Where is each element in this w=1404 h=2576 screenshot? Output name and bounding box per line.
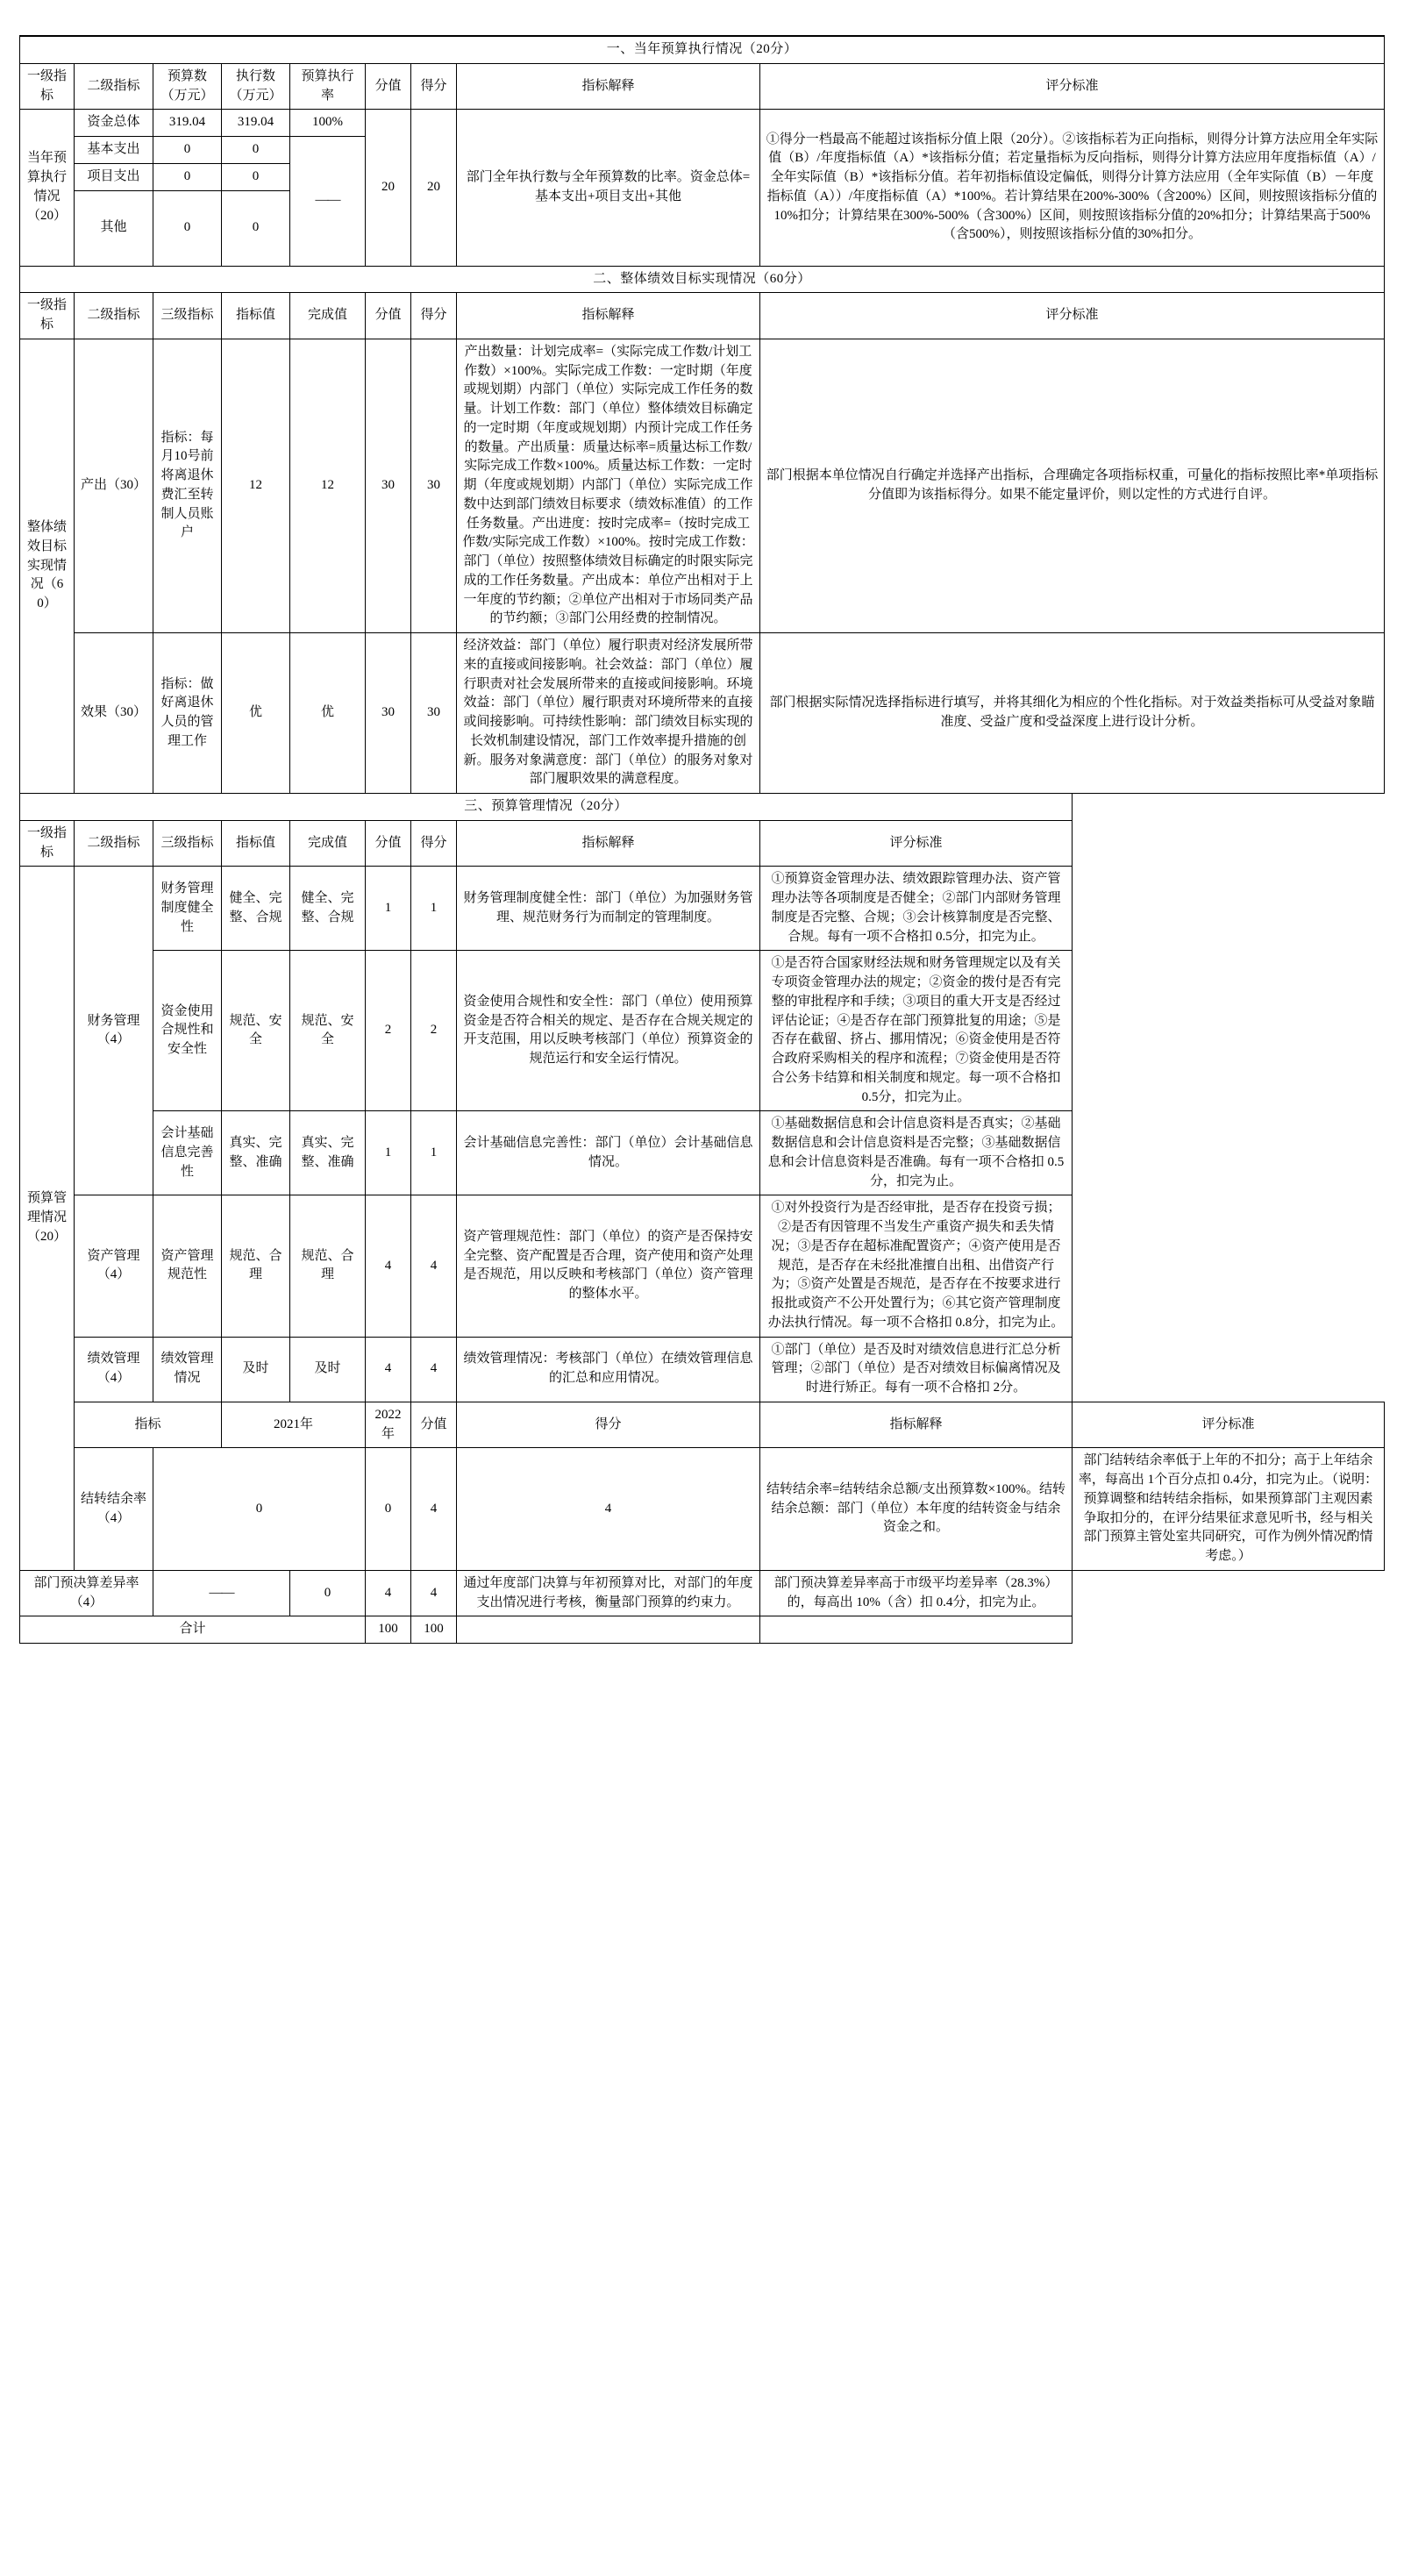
year-2022-cell: 0 xyxy=(366,1448,411,1571)
criteria-cell: ①对外投资行为是否经审批，是否存在投资亏损；②是否有因管理不当发生产重资产损失和丢失情况；③是否存在超标准配置资产；④资产使用是否规范，是否存在未经批准擅自出租、出借资产行为；⑤资产处置是否规范，是否存在不按要求进行报批或资产不公开处置行为；⑥其它资产管理制度办法执行情况。每一项不合格扣 0.8分，扣完为止。 xyxy=(760,1195,1073,1337)
actual-cell: 12 xyxy=(290,339,366,632)
col-actual: 完成值 xyxy=(290,293,366,339)
explain-cell: 会计基础信息完善性：部门（单位）会计基础信息情况。 xyxy=(457,1111,760,1195)
target-cell: 健全、完整、合规 xyxy=(222,867,290,951)
criteria-cell: 部门根据实际情况选择指标进行填写，并将其细化为相应的个性化指标。对于效益类指标可从受益对象瞄准度、受益广度和受益深度上进行设计分析。 xyxy=(760,633,1385,794)
actual-cell: 及时 xyxy=(290,1337,366,1402)
col-score: 得分 xyxy=(411,63,457,110)
section-2-title-row xyxy=(20,266,1385,293)
score-cell: 2 xyxy=(411,951,457,1111)
score-cell: 4 xyxy=(411,1337,457,1402)
table-row xyxy=(20,110,1385,137)
level3-cell: 资产管理规范性 xyxy=(153,1195,222,1337)
level3-cell: 绩效管理情况 xyxy=(153,1337,222,1402)
actual-cell: 规范、安全 xyxy=(290,951,366,1111)
section-1-title: 一、当年预算执行情况（20分） xyxy=(20,36,1385,63)
score-cell: 30 xyxy=(411,633,457,794)
value-cell: 4 xyxy=(366,1195,411,1337)
level1-cell: 预算管理情况（20） xyxy=(20,867,75,1571)
total-explain-cell xyxy=(457,1616,760,1644)
level2-cell: 部门预决算差异率（4） xyxy=(20,1570,153,1616)
actual-cell: 优 xyxy=(290,633,366,794)
actual-cell: 规范、合理 xyxy=(290,1195,366,1337)
col-level2: 二级指标 xyxy=(75,293,153,339)
table-row xyxy=(20,1337,1385,1402)
level3-cell: 指标：做好离退休人员的管理工作 xyxy=(153,633,222,794)
exec-cell: 0 xyxy=(222,163,290,190)
value-cell: 1 xyxy=(366,1111,411,1195)
table-row xyxy=(20,633,1385,794)
value-cell: 2 xyxy=(366,951,411,1111)
value-cell: 4 xyxy=(366,1570,411,1616)
col-exec: 执行数（万元） xyxy=(222,63,290,110)
level2-cell: 结转结余率（4） xyxy=(75,1448,153,1571)
value-cell: 20 xyxy=(366,110,411,266)
target-cell: 规范、安全 xyxy=(222,951,290,1111)
col-level1: 一级指标 xyxy=(20,820,75,867)
explain-cell: 结转结余率=结转结余总额/支出预算数×100%。结转结余总额：部门（单位）本年度的结转资金与结余资金之和。 xyxy=(760,1448,1073,1571)
level2-cell: 项目支出 xyxy=(75,163,153,190)
sub-col-score: 得分 xyxy=(457,1402,760,1448)
col-level1: 一级指标 xyxy=(20,293,75,339)
total-label: 合计 xyxy=(20,1616,366,1644)
total-score: 100 xyxy=(411,1616,457,1644)
score-cell: 30 xyxy=(411,339,457,632)
budget-cell: 0 xyxy=(153,163,222,190)
sub-col-value: 分值 xyxy=(411,1402,457,1448)
rate-cell: 100% xyxy=(290,110,366,137)
level2-cell: 产出（30） xyxy=(75,339,153,632)
score-cell: 1 xyxy=(411,1111,457,1195)
target-cell: 优 xyxy=(222,633,290,794)
criteria-cell: ①预算资金管理办法、绩效跟踪管理办法、资产管理办法等各项制度是否健全；②部门内部财务管理制度是否完整、合规；③会计核算制度是否完整、合规。每有一项不合格扣 0.5分，扣完为止。 xyxy=(760,867,1073,951)
table-row xyxy=(20,1570,1385,1616)
criteria-cell: ①是否符合国家财经法规和财务管理规定以及有关专项资金管理办法的规定；②资金的拨付是否有完整的审批程序和手续；③项目的重大开支是否经过评估论证；④是否存在部门预算批复的用途；⑤是否存在截留、挤占、挪用情况；⑥资金使用是否符合政府采购相关的程序和流程；⑦资金使用是否符合公务卡结算和相关制度和规定。每一项不合格扣 0.5分，扣完为止。 xyxy=(760,951,1073,1111)
section-3-table xyxy=(19,793,1385,1644)
col-level2: 二级指标 xyxy=(75,820,153,867)
level2-cell: 资产管理（4） xyxy=(75,1195,153,1337)
table-row xyxy=(20,1195,1385,1337)
table-row xyxy=(20,951,1385,1111)
target-cell: 真实、完整、准确 xyxy=(222,1111,290,1195)
value-cell: 4 xyxy=(411,1448,457,1571)
section-1-header-row xyxy=(20,63,1385,110)
year-2021-cell: 0 xyxy=(153,1448,366,1571)
budget-cell: 319.04 xyxy=(153,110,222,137)
table-row xyxy=(20,339,1385,632)
col-actual: 完成值 xyxy=(290,820,366,867)
section-3-title-row xyxy=(20,794,1385,821)
explain-cell: 绩效管理情况：考核部门（单位）在绩效管理信息的汇总和应用情况。 xyxy=(457,1337,760,1402)
year-2022-cell: 0 xyxy=(290,1570,366,1616)
col-explain: 指标解释 xyxy=(457,820,760,867)
col-level2: 二级指标 xyxy=(75,63,153,110)
criteria-cell: 部门结转结余率低于上年的不扣分；高于上年结余率，每高出 1个百分点扣 0.4分，扣完为止。（说明：预算调整和结转结余指标，如果预算部门主观因素争取扣分的，在评分结果征求意见听书，经与相关部门预算主管处室共同研究，可作为例外情况酌情考虑。） xyxy=(1073,1448,1385,1571)
col-score: 得分 xyxy=(411,820,457,867)
section-3-title: 三、预算管理情况（20分） xyxy=(20,794,1073,821)
rate-cell: —— xyxy=(290,137,366,267)
sub-col-2022: 2022年 xyxy=(366,1402,411,1448)
col-target: 指标值 xyxy=(222,293,290,339)
target-cell: 及时 xyxy=(222,1337,290,1402)
section-1-title-row xyxy=(20,36,1385,63)
col-score: 得分 xyxy=(411,293,457,339)
total-criteria-cell xyxy=(760,1616,1073,1644)
criteria-cell: ①部门（单位）是否及时对绩效信息进行汇总分析管理；②部门（单位）是否对绩效目标偏离情况及时进行矫正。每有一项不合格扣 2分。 xyxy=(760,1337,1073,1402)
score-cell: 4 xyxy=(457,1448,760,1571)
value-cell: 1 xyxy=(366,867,411,951)
score-cell: 4 xyxy=(411,1195,457,1337)
value-cell: 4 xyxy=(366,1337,411,1402)
level2-cell: 财务管理（4） xyxy=(75,867,153,1195)
level2-cell: 其他 xyxy=(75,190,153,266)
level1-cell: 当年预算执行情况（20） xyxy=(20,110,75,266)
section-2-table xyxy=(19,266,1385,795)
col-criteria: 评分标准 xyxy=(760,293,1385,339)
level2-cell: 效果（30） xyxy=(75,633,153,794)
sub-col-indicator: 指标 xyxy=(75,1402,222,1448)
table-row xyxy=(20,867,1385,951)
table-row xyxy=(20,1448,1385,1571)
actual-cell: 健全、完整、合规 xyxy=(290,867,366,951)
criteria-cell: 部门根据本单位情况自行确定并选择产出指标，合理确定各项指标权重，可量化的指标按照比率*单项指标分值即为该指标得分。如果不能定量评价，则以定性的方式进行自评。 xyxy=(760,339,1385,632)
explain-cell: 资产管理规范性：部门（单位）的资产是否保持安全完整、资产配置是否合理，资产使用和资产处理是否规范，用以反映和考核部门（单位）资产管理的整体水平。 xyxy=(457,1195,760,1337)
total-value: 100 xyxy=(366,1616,411,1644)
sub-header-row xyxy=(20,1402,1385,1448)
col-criteria: 评分标准 xyxy=(760,820,1073,867)
actual-cell: 真实、完整、准确 xyxy=(290,1111,366,1195)
criteria-cell: 部门预决算差异率高于市级平均差异率（28.3%）的，每高出 10%（含）扣 0.4分，扣完为止。 xyxy=(760,1570,1073,1616)
score-cell: 4 xyxy=(411,1570,457,1616)
score-cell: 20 xyxy=(411,110,457,266)
col-value: 分值 xyxy=(366,63,411,110)
col-explain: 指标解释 xyxy=(457,63,760,110)
target-cell: 12 xyxy=(222,339,290,632)
col-budget: 预算数（万元） xyxy=(153,63,222,110)
col-target: 指标值 xyxy=(222,820,290,867)
explain-cell: 产出数量：计划完成率=（实际完成工作数/计划工作数）×100%。实际完成工作数：一定时期（年度或规划期）内部门（单位）实际完成工作任务的数量。计划工作数：部门（单位）整体绩效目标确定的一定时期（年度或规划期）内预计完成工作任务的数量。产出质量：质量达标率=质量达标工作数/实际完成工作数×100%。质量达标工作数：一定时期（年度或规划期）内部门（单位）实际完成工作数中达到部门绩效目标要求（绩效标准值）的工作任务数量。产出进度：按时完成率=（按时完成工作数/实际完成工作数）×100%。按时完成工作数：部门（单位）按照整体绩效目标确定的时限实际完成的工作任务数量。产出成本：单位产出相对于上一年度的节约额；②单位产出相对于市场同类产品的节约额；③部门公用经费的控制情况。 xyxy=(457,339,760,632)
level3-cell: 财务管理制度健全性 xyxy=(153,867,222,951)
col-criteria: 评分标准 xyxy=(760,63,1385,110)
explain-cell: 经济效益：部门（单位）履行职责对经济发展所带来的直接或间接影响。社会效益：部门（单位）履行职责对社会发展所带来的直接或间接影响。环境效益：部门（单位）履行职责对环境所带来的直接或间接影响。可持续性影响：部门绩效目标实现的长效机制建设情况，部门工作效率提升措施的创新。服务对象满意度：部门（单位）的服务对象对部门履职效果的满意程度。 xyxy=(457,633,760,794)
section-1-table xyxy=(19,35,1385,267)
value-cell: 30 xyxy=(366,633,411,794)
explain-cell: 资金使用合规性和安全性：部门（单位）使用预算资金是否符合相关的规定、是否存在合规关规定的开支范围，用以反映考核部门（单位）预算资金的规范运行和安全运行情况。 xyxy=(457,951,760,1111)
level3-cell: 指标：每月10号前将离退休费汇至转制人员账户 xyxy=(153,339,222,632)
sub-col-criteria: 评分标准 xyxy=(1073,1402,1385,1448)
section-2-header-row xyxy=(20,293,1385,339)
col-level3: 三级指标 xyxy=(153,293,222,339)
budget-cell: 0 xyxy=(153,137,222,164)
col-value: 分值 xyxy=(366,293,411,339)
col-level3: 三级指标 xyxy=(153,820,222,867)
level2-cell: 资金总体 xyxy=(75,110,153,137)
exec-cell: 0 xyxy=(222,190,290,266)
budget-cell: 0 xyxy=(153,190,222,266)
criteria-cell: ①得分一档最高不能超过该指标分值上限（20分）。②该指标若为正向指标，则得分计算方法应用全年实际值（B）/年度指标值（A）*该指标分值；若定量指标为反向指标，则得分计算方法应用年度指标值（A）/全年实际值（B）*该指标分值。若年初指标值设定偏低，则得分计算方法应用（全年实际值（B）－年度指标值（A））/年度指标值（A）*100%。若计算结果在200%-300%（含200%）区间，则按照该指标分值的10%扣分；计算结果在300%-500%（含300%）区间，则按照该指标分值的20%扣分；计算结果高于500%（含500%），则按照该指标分值的30%扣分。 xyxy=(760,110,1385,266)
exec-cell: 0 xyxy=(222,137,290,164)
explain-cell: 财务管理制度健全性：部门（单位）为加强财务管理、规范财务行为而制定的管理制度。 xyxy=(457,867,760,951)
level2-cell: 基本支出 xyxy=(75,137,153,164)
value-cell: 30 xyxy=(366,339,411,632)
explain-cell: 通过年度部门决算与年初预算对比，对部门的年度支出情况进行考核，衡量部门预算的约束力。 xyxy=(457,1570,760,1616)
exec-cell: 319.04 xyxy=(222,110,290,137)
table-row xyxy=(20,1111,1385,1195)
sub-col-2021: 2021年 xyxy=(222,1402,366,1448)
criteria-cell: ①基础数据信息和会计信息资料是否真实；②基础数据信息和会计信息资料是否完整；③基础数据信息和会计信息资料是否准确。每有一项不合格扣 0.5分，扣完为止。 xyxy=(760,1111,1073,1195)
explain-cell: 部门全年执行数与全年预算数的比率。资金总体=基本支出+项目支出+其他 xyxy=(457,110,760,266)
section-3-header-row xyxy=(20,820,1385,867)
level3-cell: 资金使用合规性和安全性 xyxy=(153,951,222,1111)
level2-cell: 绩效管理（4） xyxy=(75,1337,153,1402)
section-2-title: 二、整体绩效目标实现情况（60分） xyxy=(20,266,1385,293)
col-explain: 指标解释 xyxy=(457,293,760,339)
level1-cell: 整体绩效目标实现情况（60） xyxy=(20,339,75,793)
level3-cell: 会计基础信息完善性 xyxy=(153,1111,222,1195)
total-row xyxy=(20,1616,1385,1644)
year-2021-cell: —— xyxy=(153,1570,290,1616)
col-rate: 预算执行率 xyxy=(290,63,366,110)
score-cell: 1 xyxy=(411,867,457,951)
target-cell: 规范、合理 xyxy=(222,1195,290,1337)
sub-col-explain: 指标解释 xyxy=(760,1402,1073,1448)
col-level1: 一级指标 xyxy=(20,63,75,110)
col-value: 分值 xyxy=(366,820,411,867)
